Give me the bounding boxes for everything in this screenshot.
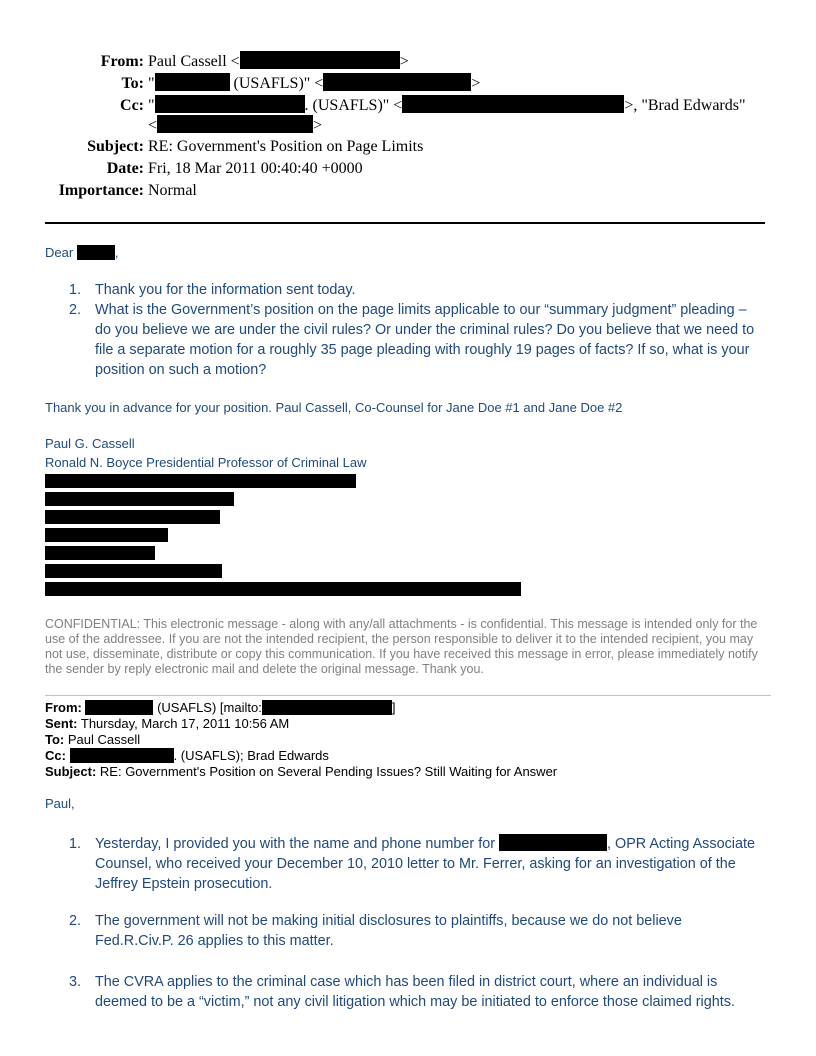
list-text (95, 834, 755, 854)
fwd-subject-row (45, 764, 557, 780)
fwd-to-label: To: (45, 732, 65, 747)
thanks-line: Thank you in advance for your position. Paul Cassell, Co-Counsel for Jane Doe #1 and Jane Doe #2 (45, 400, 623, 415)
redaction (45, 564, 222, 578)
to-end: > (471, 75, 481, 92)
redaction (157, 115, 313, 133)
to-pre: " (148, 75, 155, 92)
list-text-part: , OPR Acting Associate (607, 836, 755, 852)
redaction (323, 73, 471, 91)
cc2-pre: < (148, 117, 158, 134)
signature-name: Paul G. Cassell (45, 436, 135, 451)
fwd-sent-label: Sent: (45, 716, 78, 731)
cc-pre: " (148, 97, 155, 114)
from-value (148, 51, 409, 73)
cc-label: Cc: (120, 97, 144, 114)
fwd-subject-label: Subject: (45, 764, 97, 779)
redaction (70, 748, 174, 763)
list-text: Counsel, who received your December 10, 2010 letter to Mr. Ferrer, asking for an investigation of the (95, 856, 736, 872)
list-number: 3. (69, 974, 82, 990)
redaction (402, 95, 624, 113)
greeting (45, 244, 118, 262)
fwd-from-end: ] (391, 700, 396, 715)
redaction (45, 546, 155, 560)
cc-end: >, "Brad Edwards" (624, 97, 746, 114)
subject-label: Subject: (87, 138, 144, 155)
fwd-cc-value: . (USAFLS); Brad Edwards (173, 748, 329, 763)
fwd-cc-row (45, 748, 329, 764)
redaction (499, 834, 607, 851)
to-value (148, 73, 480, 95)
greeting-end: , (114, 245, 119, 260)
importance-label: Importance: (58, 182, 144, 199)
greeting-text: Dear (45, 245, 74, 260)
importance-value: Normal (148, 182, 197, 199)
fwd-from-row (45, 700, 395, 716)
fwd-to-value: Paul Cassell (64, 732, 141, 747)
date-label: Date: (106, 160, 144, 177)
redaction (45, 474, 356, 488)
to-label: To: (121, 75, 144, 92)
date-value: Fri, 18 Mar 2011 00:40:40 +0000 (148, 160, 363, 177)
list-text: position on such a motion? (95, 362, 267, 378)
list-number: 1. (69, 836, 82, 852)
signature-title: Ronald N. Boyce Presidential Professor of Criminal Law (45, 455, 367, 470)
redaction (155, 95, 305, 113)
list-number: 2. (69, 913, 82, 929)
redaction (45, 510, 220, 524)
list-text: Thank you for the information sent today. (95, 282, 356, 298)
redaction (155, 73, 230, 91)
fwd-sent-row (45, 716, 289, 732)
message-separator (45, 695, 771, 696)
redaction (85, 700, 153, 715)
subject-value: RE: Government's Position on Page Limits (148, 138, 424, 155)
redaction (262, 700, 392, 715)
cc-mid: . (USAFLS)" < (304, 97, 403, 114)
fwd-to-row (45, 732, 140, 748)
list-text: Fed.R.Civ.P. 26 applies to this matter. (95, 933, 334, 949)
list-text: The CVRA applies to the criminal case which has been filed in district court, where an individual is (95, 974, 718, 990)
fwd-greeting: Paul, (45, 796, 75, 811)
cc2-end: > (313, 117, 323, 134)
redaction (240, 51, 400, 69)
fwd-cc-label: Cc: (45, 748, 66, 763)
from-label: From: (100, 53, 144, 70)
list-text-part: Yesterday, I provided you with the name and phone number for (95, 836, 495, 852)
list-text: do you believe we are under the civil rules? Or under the criminal rules? Do you believe that we need to (95, 322, 755, 338)
list-text: What is the Government’s position on the page limits applicable to our “summary judgment” pleading – (95, 302, 747, 318)
redaction (77, 245, 115, 260)
to-mid: (USAFLS)" < (229, 75, 324, 92)
redaction (45, 582, 521, 596)
cc-value (148, 95, 746, 117)
list-text: deemed to be a “victim,” not any civil litigation which may be initiated to enforce those claimed rights. (95, 994, 735, 1010)
redaction (45, 492, 234, 506)
list-text: file a separate motion for a roughly 35 page pleading with roughly 19 pages of facts? If so, what is your (95, 342, 750, 358)
list-text: Jeffrey Epstein prosecution. (95, 876, 273, 892)
confidentiality-notice: CONFIDENTIAL: This electronic message - along with any/all attachments - is confidential. This message is intended only for the use of the addressee. If you are not the intended recipient, the person responsible to deliver it to the intended recipient, you may not use, disseminate, distribute or copy this communication. If you have received this message in error, please immediately notify the sender by reply electronic mail and delete the original message. Thank you. (45, 617, 758, 676)
fwd-from-mid: (USAFLS) [mailto: (153, 700, 262, 715)
fwd-from-label: From: (45, 700, 82, 715)
cc-value-2 (148, 115, 322, 137)
list-number: 2. (69, 302, 82, 318)
fwd-subject-value: RE: Government's Position on Several Pending Issues? Still Waiting for Answer (96, 764, 558, 779)
from-name: Paul Cassell < (148, 53, 240, 70)
list-text: The government will not be making initial disclosures to plaintiffs, because we do not believe (95, 913, 682, 929)
from-end: > (399, 53, 409, 70)
redaction (45, 528, 168, 542)
list-number: 1. (69, 282, 82, 298)
fwd-sent-value: Thursday, March 17, 2011 10:56 AM (77, 716, 290, 731)
header-divider (45, 222, 765, 224)
